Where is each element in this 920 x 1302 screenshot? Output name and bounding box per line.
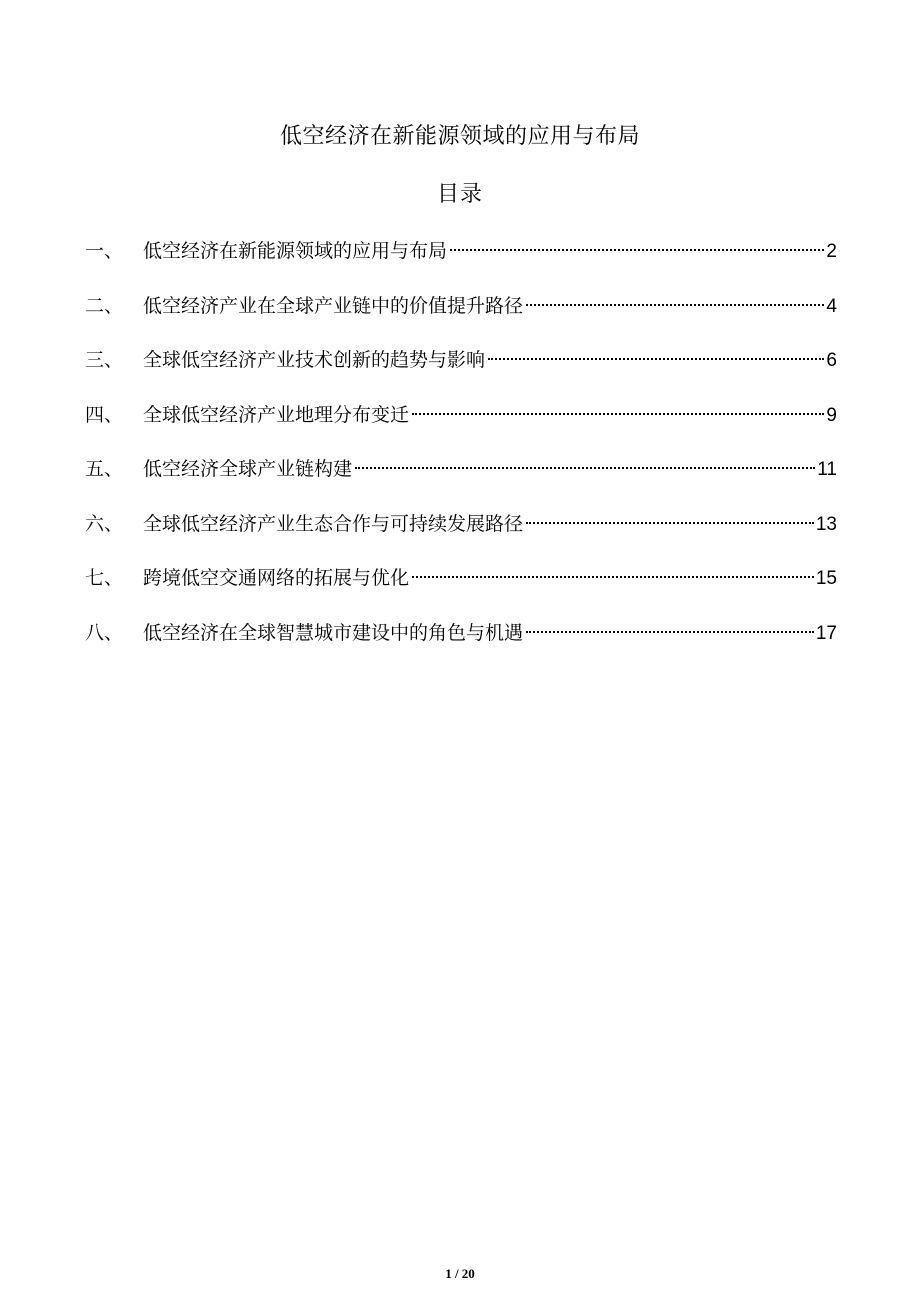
toc-entry-page: 11: [817, 459, 837, 480]
toc-entry-number: 三、: [85, 349, 124, 371]
toc-entry-page: 13: [815, 513, 837, 535]
toc-entry-number: 五、: [85, 458, 124, 480]
toc-dot-leader: [450, 249, 824, 251]
toc-dot-leader: [526, 631, 814, 633]
toc-entry[interactable]: [85, 560, 837, 615]
toc-entry-title: 跨境低空交通网络的拓展与优化: [143, 567, 410, 589]
toc-entry-page: 2: [826, 241, 837, 262]
toc-dot-leader: [488, 358, 824, 360]
toc-dot-leader: [412, 413, 824, 415]
toc-entry-title: 低空经济产业在全球产业链中的价值提升路径: [143, 294, 524, 317]
page-number-footer: 1 / 20: [445, 1266, 475, 1281]
toc-entry[interactable]: [85, 615, 837, 670]
toc-entry[interactable]: [85, 288, 837, 343]
toc-entry[interactable]: [85, 397, 837, 452]
toc-dot-leader: [526, 522, 814, 524]
toc-entry-page: 6: [826, 350, 837, 371]
toc-dot-leader: [526, 304, 824, 306]
toc-entry-number: 一、: [85, 240, 124, 262]
toc-entry[interactable]: [85, 451, 837, 506]
toc-entry-title: 低空经济在全球智慧城市建设中的角色与机遇: [143, 621, 524, 644]
toc-heading: 目录: [436, 182, 483, 207]
toc-entry-number: 二、: [85, 294, 124, 317]
toc-entry-page: 9: [826, 404, 837, 426]
toc-dot-leader: [355, 467, 815, 469]
toc-entry-page: 15: [815, 568, 837, 589]
document-title: 低空经济在新能源领域的应用与布局: [279, 124, 640, 149]
toc-entry[interactable]: [85, 342, 837, 397]
toc-entry-title: 全球低空经济产业技术创新的趋势与影响: [143, 349, 486, 371]
toc-dot-leader: [412, 576, 814, 578]
toc-entry-number: 六、: [85, 512, 124, 535]
toc-entry-page: 4: [826, 295, 837, 317]
toc-entry[interactable]: [85, 506, 837, 561]
toc-entry-title: 低空经济在新能源领域的应用与布局: [143, 240, 448, 262]
toc-entry-number: 八、: [85, 621, 124, 644]
toc-entry-title: 全球低空经济产业生态合作与可持续发展路径: [143, 512, 524, 535]
table-of-contents: [85, 233, 837, 669]
toc-entry-title: 低空经济全球产业链构建: [143, 458, 353, 480]
toc-entry[interactable]: [85, 233, 837, 288]
toc-entry-number: 四、: [85, 403, 124, 426]
toc-entry-title: 全球低空经济产业地理分布变迁: [143, 403, 410, 426]
toc-entry-number: 七、: [85, 567, 124, 589]
toc-entry-page: 17: [815, 622, 837, 644]
